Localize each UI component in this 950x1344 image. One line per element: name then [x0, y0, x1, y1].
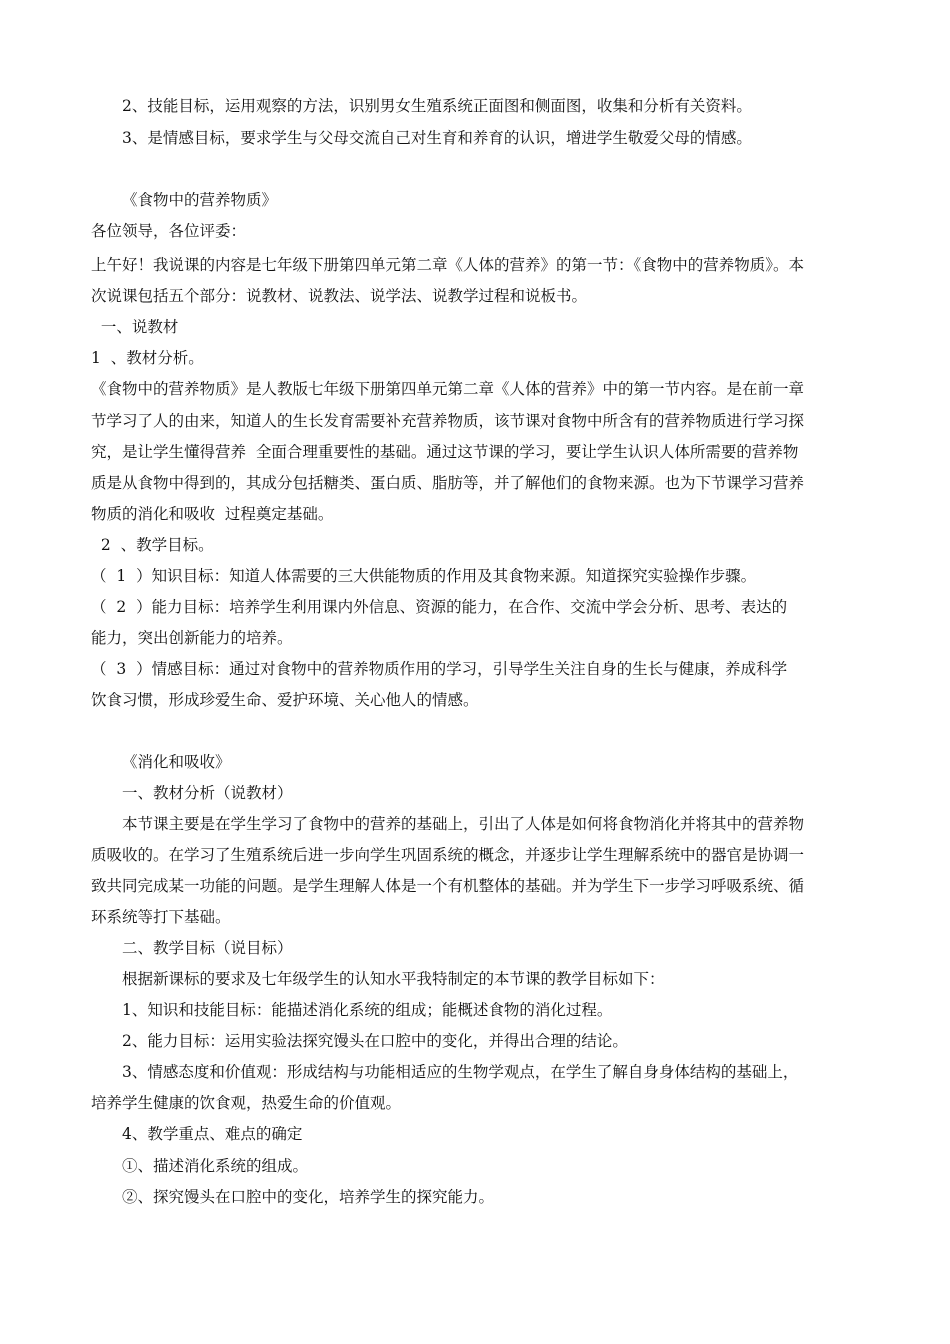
goal-ability-line-1: （ 2 ）能力目标：培养学生利用课内外信息、资源的能力，在合作、交流中学会分析、思考、表达的	[91, 598, 788, 616]
digestion-line-1: 本节课主要是在学生学习了食物中的营养的基础上，引出了人体是如何将食物消化并将其中的营养物	[122, 815, 805, 833]
analysis-line-2: 节学习了人的由来，知道人的生长发育需要补充营养物质，该节课对食物中所含有的营养物质进行学习探	[91, 412, 805, 430]
goal-knowledge: （ 1 ）知识目标：知道人体需要的三大供能物质的作用及其食物来源。知道探究实验操作步骤。	[91, 567, 757, 585]
digestion-line-2: 质吸收的。在学习了生殖系统后进一步向学生巩固系统的概念，并逐步让学生理解系统中的器官是协调一	[91, 846, 805, 864]
goal-emotion-line: 3、是情感目标，要求学生与父母交流自己对生育和养育的认识，增进学生敬爱父母的情感。	[122, 129, 752, 147]
objective-ability: 2、能力目标：运用实验法探究馒头在口腔中的变化，并得出合理的结论。	[122, 1032, 628, 1050]
analysis-line-4: 质是从食物中得到的，其成分包括糖类、蛋白质、脂肪等，并了解他们的食物来源。也为下节课学习营养	[91, 474, 805, 492]
heading-textbook: 一、说教材	[91, 318, 179, 336]
goal-skill-line: 2、技能目标，运用观察的方法，识别男女生殖系统正面图和侧面图，收集和分析有关资料。	[122, 97, 752, 115]
analysis-line-5: 物质的消化和吸收 过程奠定基础。	[91, 505, 334, 523]
digestion-line-3: 致共同完成某一功能的问题。是学生理解人体是一个有机整体的基础。并为学生下一步学习呼吸系统、循	[91, 877, 805, 895]
heading-teaching-goals: 2 、教学目标。	[91, 536, 214, 554]
key-point-1: ①、描述消化系统的组成。	[122, 1157, 309, 1175]
heading-textbook-analysis-2: 一、教材分析（说教材）	[122, 784, 293, 802]
section-title-digestion: 《消化和吸收》	[122, 753, 231, 771]
intro-line-1: 上午好！我说课的内容是七年级下册第四单元第二章《人体的营养》的第一节：《食物中的营养物质》。本	[91, 256, 805, 274]
analysis-line-3: 究，是让学生懂得营养 全面合理重要性的基础。通过这节课的学习，要让学生认识人体所需要的营养物	[91, 443, 799, 461]
goals-intro: 根据新课标的要求及七年级学生的认知水平我特制定的本节课的教学目标如下：	[122, 970, 665, 988]
goal-ability-line-2: 能力，突出创新能力的培养。	[91, 629, 293, 647]
heading-textbook-analysis: 1 、教材分析。	[91, 349, 204, 367]
digestion-line-4: 环系统等打下基础。	[91, 908, 231, 926]
goal-emotion-line-1: （ 3 ）情感目标：通过对食物中的营养物质作用的学习，引导学生关注自身的生长与健康，养成科学	[91, 660, 788, 678]
goal-emotion-line-2: 饮食习惯，形成珍爱生命、爱护环境、关心他人的情感。	[91, 691, 479, 709]
intro-line-2: 次说课包括五个部分：说教材、说教法、说学法、说教学过程和说板书。	[91, 287, 588, 305]
key-point-2: ②、探究馒头在口腔中的变化，培养学生的探究能力。	[122, 1188, 495, 1206]
heading-key-points: 4、教学重点、难点的确定	[122, 1125, 303, 1143]
greeting: 各位领导，各位评委：	[91, 222, 247, 240]
objective-knowledge-skill: 1、知识和技能目标：能描述消化系统的组成；能概述食物的消化过程。	[122, 1001, 613, 1019]
objective-attitude-line-1: 3、情感态度和价值观：形成结构与功能相适应的生物学观点，在学生了解自身身体结构的基础上，	[122, 1063, 799, 1081]
objective-attitude-line-2: 培养学生健康的饮食观，热爱生命的价值观。	[91, 1094, 402, 1112]
section-title-nutrients: 《食物中的营养物质》	[122, 191, 278, 209]
analysis-line-1: 《食物中的营养物质》是人教版七年级下册第四单元第二章《人体的营养》中的第一节内容。是在前一章	[91, 380, 805, 398]
heading-teaching-goals-2: 二、教学目标（说目标）	[122, 939, 293, 957]
